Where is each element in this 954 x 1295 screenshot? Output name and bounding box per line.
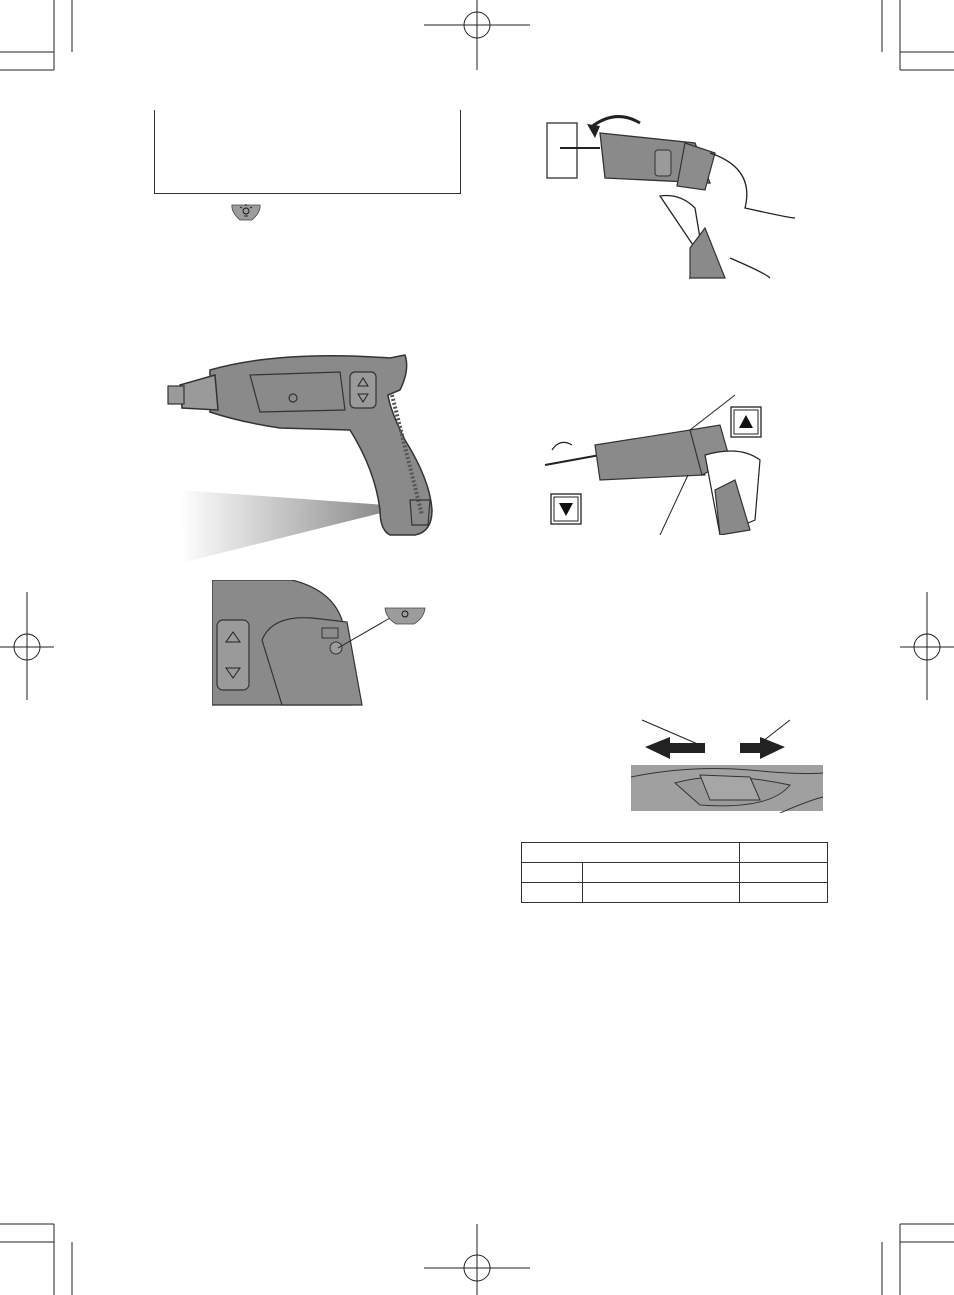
screwdriver-light-illustration bbox=[160, 350, 460, 565]
light-beam bbox=[180, 490, 385, 562]
reverse-button-icon bbox=[550, 493, 582, 525]
light-bulb-button-icon bbox=[230, 202, 262, 222]
light-button-closeup bbox=[212, 580, 427, 706]
light-bulb-button-icon bbox=[385, 608, 425, 624]
screwdriving-illustration bbox=[545, 108, 800, 280]
wall bbox=[547, 123, 577, 178]
table-row bbox=[522, 863, 828, 883]
table-row bbox=[522, 883, 828, 903]
right-arrow-icon bbox=[740, 737, 785, 759]
chuck bbox=[180, 375, 218, 410]
left-arrow-icon bbox=[645, 737, 705, 759]
forward-button-icon bbox=[730, 406, 762, 438]
spec-table bbox=[521, 842, 828, 903]
note-box bbox=[154, 110, 461, 194]
switch-slide-illustration bbox=[630, 715, 825, 813]
table-row bbox=[522, 843, 828, 863]
